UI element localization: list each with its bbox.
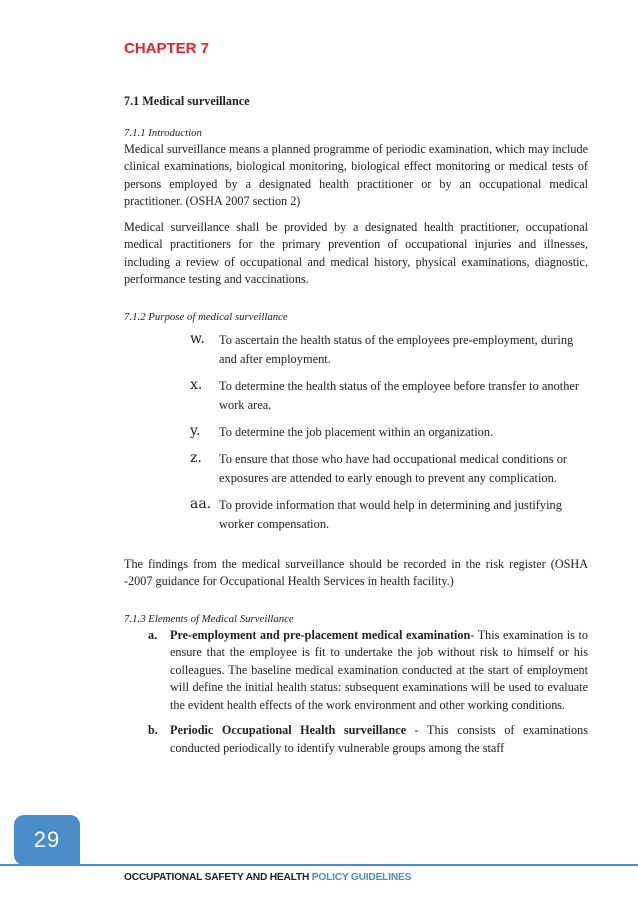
page-content — [124, 93, 588, 765]
elements-list — [148, 627, 588, 758]
list-item-text: To provide information that would help in determining and justifying worker compensation. — [219, 497, 562, 531]
footer-rule — [0, 864, 638, 866]
intro-paragraph-1: Medical surveillance means a planned programme of periodic examination, which may include clinical examinations, biological monitoring, biological effect monitoring or medical tests of persons employed by a designated health practitioner or by an occupational medical practitioner. (OSHA 2007 section 2) — [124, 141, 588, 208]
purpose-list — [190, 331, 586, 534]
section-title: 7.1 Medical surveillance — [124, 94, 250, 108]
list-marker: y. — [190, 422, 201, 439]
list-marker: w. — [190, 330, 205, 347]
element-title: Periodic Occupational Health surveillance — [170, 723, 407, 737]
list-item-text: To determine the health status of the employee before transfer to another work area. — [219, 378, 580, 412]
list-item — [190, 423, 586, 442]
list-item — [190, 331, 586, 369]
footer — [124, 872, 411, 883]
list-marker: x. — [190, 376, 203, 393]
list-marker: aa. — [190, 495, 212, 512]
list-item — [190, 496, 586, 534]
element-title: Pre-employment and pre-placement medical examination — [170, 627, 471, 642]
element-text: - This examination is to ensure that the employee is fit to undertake the job without risk to himself or his colleagues. The baseline medical examination conducted at the start of employment will define the initial health status: subsequent examinations will be used to evaluate the evident health effects of the work environment and other working conditions. — [170, 627, 588, 712]
list-item — [190, 450, 586, 488]
intro-heading: 7.1.1 Introduction — [124, 126, 202, 139]
list-marker: a. — [148, 627, 158, 642]
list-item — [148, 627, 588, 715]
purpose-heading: 7.1.2 Purpose of medical surveillance — [124, 310, 288, 323]
list-item — [190, 377, 586, 415]
footer-title: OCCUPATIONAL SAFETY AND HEALTH — [124, 872, 310, 883]
list-marker: z. — [190, 449, 202, 466]
list-item-text: To ensure that those who have had occupational medical conditions or exposures are attended to early enough to prevent any complication. — [219, 451, 568, 485]
footer-subtitle: POLICY GUIDELINES — [311, 872, 412, 883]
list-item — [148, 722, 588, 757]
chapter-heading: CHAPTER 7 — [124, 40, 210, 57]
list-item-text: To determine the job placement within an organization. — [219, 424, 494, 439]
intro-paragraph-2: Medical surveillance shall be provided by a designated health practitioner, occupational medical practitioners for the primary prevention of occupational injuries and illnesses, including a review of occupational and medical history, physical examinations, diagnostic, performance testing and vaccinations. — [124, 219, 588, 286]
elements-heading: 7.1.3 Elements of Medical Surveillance — [124, 612, 294, 625]
list-marker: b. — [148, 723, 158, 737]
page-number-badge: 29 — [14, 815, 80, 865]
findings-paragraph: The findings from the medical surveillance should be recorded in the risk register (OSHA -2007 guidance for Occupational Health Services in health facility.) — [124, 556, 588, 588]
element-text: - This consists of examinations conducted periodically to identify vulnerable groups among the staff — [170, 723, 588, 755]
list-item-text: To ascertain the health status of the employees pre-employment, during and after employment. — [219, 332, 574, 366]
